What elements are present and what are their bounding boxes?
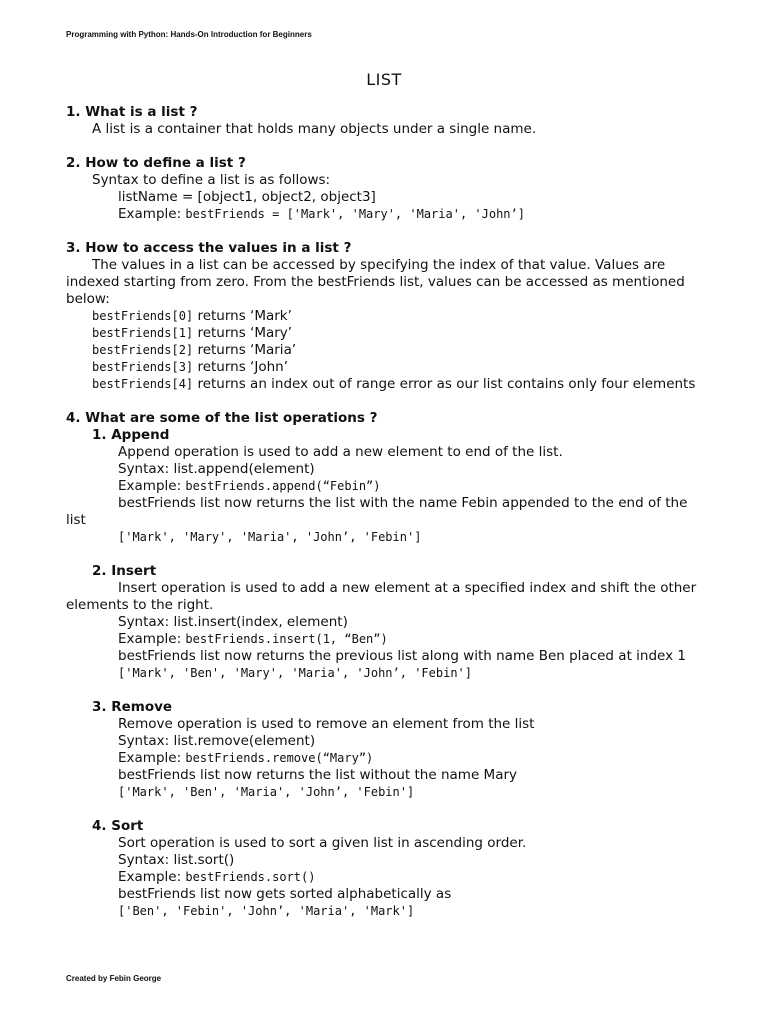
access-item-0 <box>66 308 706 325</box>
access-item-3 <box>66 359 706 376</box>
access-item-4 <box>66 376 706 393</box>
example-label: Example: <box>118 206 186 222</box>
access-text: returns ‘John’ <box>193 359 288 375</box>
section-3-paragraph: The values in a list can be accessed by specifying the index of that value. Values are indexed starting from zero. From the bestFriends list, values can be accessed as mentioned below: <box>66 257 685 307</box>
remove-heading: 3. Remove <box>92 699 173 715</box>
example-code: bestFriends.append(“Febin”) <box>185 479 381 493</box>
access-item-2 <box>66 342 706 359</box>
access-code: bestFriends[3] <box>92 360 194 374</box>
append-result: bestFriends list now returns the list with the name Febin appended to the end of the list <box>66 495 688 528</box>
example-label: Example: <box>118 478 186 494</box>
insert-heading: 2. Insert <box>92 563 157 579</box>
insert-syntax: Syntax: list.insert(index, element) <box>118 614 348 630</box>
access-item-1 <box>66 325 706 342</box>
section-3-heading: 3. How to access the values in a list ? <box>66 240 352 256</box>
append-output: ['Mark', 'Mary', 'Maria', 'John’, 'Febin'] <box>118 530 422 544</box>
insert-result: bestFriends list now returns the previous list along with name Ben placed at index 1 <box>118 648 686 664</box>
access-text: returns ‘Mary’ <box>193 325 293 341</box>
section-2-heading: 2. How to define a list ? <box>66 155 246 171</box>
page-title: LIST <box>366 70 402 89</box>
example-code: bestFriends.remove(“Mary”) <box>185 751 374 765</box>
access-code: bestFriends[0] <box>92 309 194 323</box>
section-2-line1: Syntax to define a list is as follows: <box>92 172 331 188</box>
remove-result: bestFriends list now returns the list without the name Mary <box>118 767 518 783</box>
append-example <box>66 478 706 495</box>
page-header: Programming with Python: Hands-On Introduction for Beginners <box>66 30 312 39</box>
example-code: bestFriends.sort() <box>185 870 316 884</box>
section-2-line2: listName = [object1, object2, object3] <box>118 189 376 205</box>
access-text: returns ‘Mark’ <box>193 308 292 324</box>
section-2-example <box>66 206 706 223</box>
sort-syntax: Syntax: list.sort() <box>118 852 235 868</box>
access-text: returns ‘Maria’ <box>193 342 297 358</box>
insert-example <box>66 631 706 648</box>
remove-syntax: Syntax: list.remove(element) <box>118 733 316 749</box>
sort-heading: 4. Sort <box>92 818 144 834</box>
append-syntax: Syntax: list.append(element) <box>118 461 315 477</box>
remove-output: ['Mark', 'Ben', 'Maria', 'John’, 'Febin'] <box>118 785 415 799</box>
append-desc: Append operation is used to add a new element to end of the list. <box>118 444 563 460</box>
access-code: bestFriends[4] <box>92 377 194 391</box>
access-text: returns an index out of range error as our list contains only four elements <box>193 376 696 392</box>
sort-example <box>66 869 706 886</box>
remove-example <box>66 750 706 767</box>
page-footer: Created by Febin George <box>66 974 162 983</box>
example-label: Example: <box>118 750 186 766</box>
example-label: Example: <box>118 631 186 647</box>
insert-output: ['Mark', 'Ben', 'Mary', 'Maria', 'John’, 'Febin'] <box>118 666 473 680</box>
section-4-heading: 4. What are some of the list operations ? <box>66 410 378 426</box>
example-code: bestFriends = ['Mark', 'Mary', 'Maria', 'John’] <box>185 207 525 221</box>
insert-desc: Insert operation is used to add a new element at a specified index and shift the other elements to the right. <box>66 580 697 613</box>
access-code: bestFriends[2] <box>92 343 194 357</box>
section-1-text: A list is a container that holds many objects under a single name. <box>92 121 537 137</box>
sort-output: ['Ben', 'Febin', 'John’, 'Maria', 'Mark'] <box>118 904 415 918</box>
remove-desc: Remove operation is used to remove an element from the list <box>118 716 535 732</box>
append-heading: 1. Append <box>92 427 170 443</box>
example-label: Example: <box>118 869 186 885</box>
sort-result: bestFriends list now gets sorted alphabetically as <box>118 886 452 902</box>
section-1-heading: 1. What is a list ? <box>66 104 198 120</box>
sort-desc: Sort operation is used to sort a given list in ascending order. <box>118 835 527 851</box>
document-body <box>66 104 706 920</box>
access-code: bestFriends[1] <box>92 326 194 340</box>
example-code: bestFriends.insert(1, “Ben”) <box>185 632 388 646</box>
